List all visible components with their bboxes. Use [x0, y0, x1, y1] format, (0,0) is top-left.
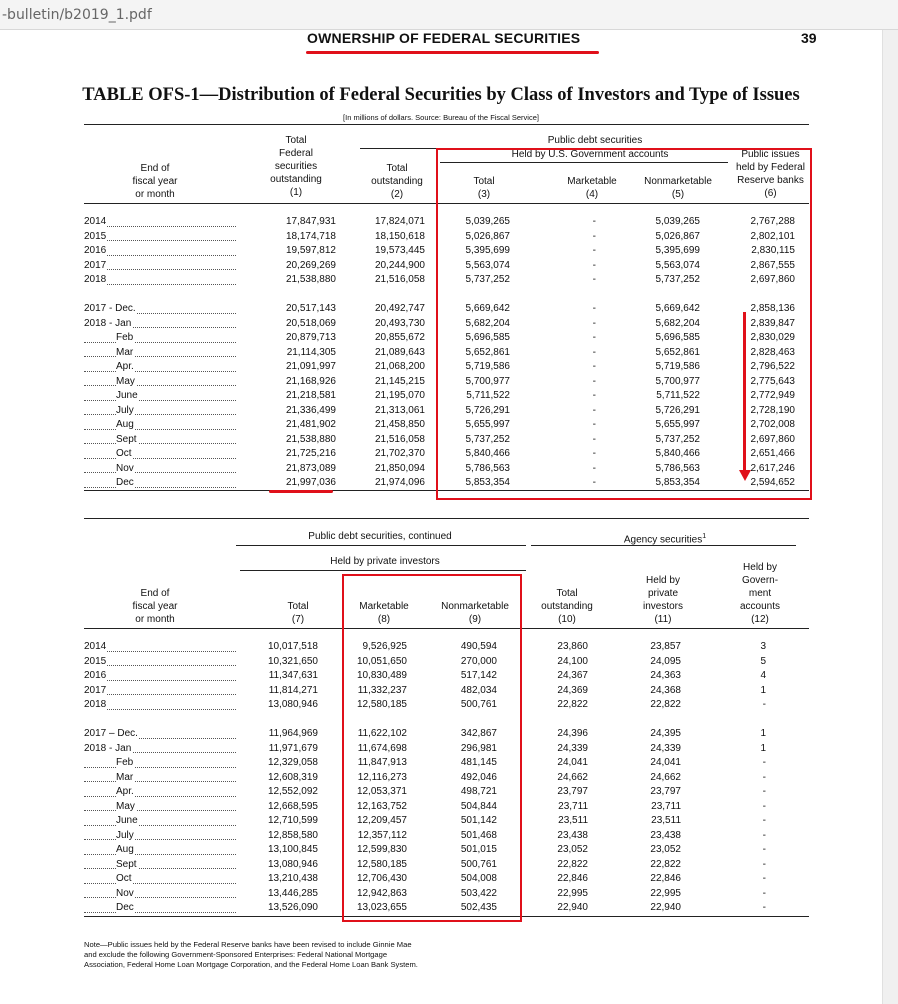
cell-c7: 10,017,518 [267, 641, 318, 652]
row-label: 2015 [84, 230, 236, 245]
cell-c3: 5,669,642 [465, 303, 510, 314]
cell-c12: 1 [760, 742, 766, 754]
cell-c6: 2,802,101 [750, 230, 795, 242]
cell-c7: 13,526,090 [267, 902, 318, 913]
cell-c1: 21,481,902 [285, 419, 336, 430]
cell-c2: 18,150,618 [374, 230, 425, 242]
cell-c12: - [762, 902, 766, 913]
cell-c5: 5,711,522 [656, 390, 700, 401]
cell-c10: 23,438 [557, 829, 588, 841]
cell-c4: - [592, 433, 596, 445]
col1-header: Total Federal securities outstanding (1) [270, 135, 322, 198]
col9-header: Nonmarketable (9) [441, 601, 509, 625]
cell-c9: 504,844 [460, 800, 497, 812]
col-end-header: End of fiscal year or month [132, 163, 178, 200]
cell-c3: 5,737,252 [465, 433, 510, 445]
cell-c12: - [762, 757, 766, 768]
cell-c11: 23,052 [650, 844, 681, 855]
annotation-box-top [436, 148, 812, 500]
cell-c9: 501,468 [460, 829, 497, 841]
cell-c4: - [592, 390, 596, 401]
row-label: 2014 [84, 215, 236, 230]
cell-c5: 5,652,861 [655, 346, 700, 358]
cell-c8: 12,163,752 [356, 800, 407, 812]
cell-c5: 5,840,466 [655, 448, 700, 459]
row-label: Mar [84, 346, 236, 361]
cell-c5: 5,719,586 [655, 361, 700, 372]
cell-c8: 10,051,650 [356, 655, 407, 667]
cell-c8: 12,599,830 [356, 844, 407, 855]
cell-c2: 20,492,747 [374, 303, 425, 314]
cell-c10: 22,995 [557, 887, 588, 899]
row-label: 2018 - Jan [84, 317, 236, 332]
cell-c9: 498,721 [460, 786, 497, 797]
cell-c8: 12,053,371 [356, 786, 407, 797]
row-label: Oct [84, 447, 236, 462]
cell-c6: 2,697,860 [750, 274, 795, 285]
cell-c4: - [592, 303, 596, 314]
bottom-subgroup-rule [240, 570, 526, 571]
cell-c3: 5,395,699 [465, 245, 510, 256]
cell-c3: 5,026,867 [465, 230, 510, 242]
cell-c5: 5,700,977 [655, 375, 700, 387]
bottom-subgroup-header: Held by private investors [330, 556, 440, 567]
cell-c2: 21,850,094 [374, 462, 425, 474]
cell-c7: 12,710,599 [267, 815, 318, 826]
cell-c11: 23,438 [650, 829, 681, 841]
cell-c8: 11,674,698 [357, 742, 407, 754]
col12-header: Held by Govern- ment accounts (12) [739, 562, 781, 625]
row-label: Sept [84, 433, 236, 448]
cell-c11: 22,846 [650, 873, 681, 884]
cell-c4: - [592, 332, 596, 343]
cell-c6: 2,867,555 [750, 259, 795, 271]
cell-c12: - [762, 844, 766, 855]
col4-header: Marketable (4) [567, 176, 617, 200]
row-label: Dec [84, 901, 236, 916]
row-label: Aug [84, 843, 236, 858]
cell-c9: 503,422 [460, 887, 497, 899]
cell-c7: 12,552,092 [267, 786, 318, 797]
cell-c11: 24,662 [650, 771, 681, 783]
cell-c10: 24,369 [557, 684, 588, 696]
cell-c7: 13,080,946 [267, 699, 318, 710]
cell-c11: 22,995 [650, 887, 681, 899]
cell-c6: 2,617,246 [750, 462, 795, 474]
cell-c12: - [762, 858, 766, 870]
cell-c6: 2,767,288 [750, 216, 795, 227]
cell-c9: 270,000 [460, 655, 497, 667]
browser-address-bar[interactable] [0, 0, 898, 30]
row-label: 2017 [84, 259, 236, 274]
cell-c4: - [592, 361, 596, 372]
row-label: 2016 [84, 669, 236, 684]
cell-c8: 12,580,185 [356, 858, 407, 870]
cell-c11: 23,857 [650, 641, 681, 652]
row-label: Apr. [84, 785, 236, 800]
col2-header: Total outstanding (2) [371, 163, 423, 200]
row-label: 2018 [84, 698, 236, 713]
cell-c11: 24,041 [650, 757, 681, 768]
row-label: June [84, 814, 236, 829]
cell-c5: 5,786,563 [655, 462, 700, 474]
cell-c12: - [762, 786, 766, 797]
cell-c2: 20,855,672 [374, 332, 425, 343]
cell-c1: 21,336,499 [285, 404, 336, 416]
cell-c8: 12,357,112 [357, 829, 407, 841]
cell-c7: 11,971,679 [268, 742, 318, 754]
cell-c10: 22,822 [557, 858, 588, 870]
cell-c10: 23,797 [557, 786, 588, 797]
cell-c3: 5,840,466 [465, 448, 510, 459]
cell-c2: 21,089,643 [374, 346, 425, 358]
cell-c5: 5,039,265 [655, 216, 700, 227]
cell-c3: 5,652,861 [465, 346, 510, 358]
cell-c9: 342,867 [460, 728, 497, 739]
cell-c8: 9,526,925 [362, 641, 407, 652]
table-top-rule [84, 124, 809, 125]
cell-c4: - [592, 419, 596, 430]
cell-c5: 5,726,291 [655, 404, 700, 416]
cell-c9: 490,594 [460, 641, 497, 652]
cell-c2: 21,313,061 [374, 404, 425, 416]
cell-c10: 23,052 [557, 844, 588, 855]
cell-c8: 10,830,489 [356, 670, 407, 681]
row-label: Nov [84, 462, 236, 477]
cell-c3: 5,700,977 [465, 375, 510, 387]
page-number: 39 [801, 30, 817, 46]
cell-c9: 500,761 [460, 858, 497, 870]
cell-c8: 12,942,863 [356, 887, 407, 899]
col8-header: Marketable (8) [359, 601, 409, 625]
cell-c11: 23,711 [651, 800, 681, 812]
cell-c3: 5,563,074 [465, 259, 510, 271]
top-subgroup-header: Held by U.S. Government accounts [511, 149, 669, 160]
cell-c2: 21,516,058 [374, 433, 425, 445]
pdf-page [0, 30, 882, 1004]
cell-c3: 5,711,522 [466, 390, 510, 401]
cell-c1: 20,518,069 [285, 317, 336, 329]
cell-c6: 2,728,190 [750, 404, 795, 416]
cell-c9: 502,435 [460, 902, 497, 913]
row-label: 2017 [84, 684, 236, 699]
bottom-col-end-header: End of fiscal year or month [132, 588, 178, 625]
table-title: TABLE OFS-1—Distribution of Federal Securities by Class of Investors and Type of Issues [82, 85, 800, 105]
cell-c4: - [592, 245, 596, 256]
row-label: 2017 – Dec. [84, 727, 236, 742]
row-label: Aug [84, 418, 236, 433]
cell-c5: 5,395,699 [655, 245, 700, 256]
cell-c1: 21,114,305 [286, 346, 336, 358]
cell-c4: - [592, 404, 596, 416]
cell-c6: 2,594,652 [750, 477, 795, 488]
cell-c11: 24,363 [650, 670, 681, 681]
cell-c4: - [592, 216, 596, 227]
annotation-arrow-shaft [743, 312, 746, 472]
cell-c2: 21,195,070 [374, 390, 425, 401]
cell-c11: 24,368 [650, 684, 681, 696]
annotation-underline-title [306, 51, 599, 54]
cell-c11: 24,339 [650, 742, 681, 754]
cell-c11: 23,511 [651, 815, 681, 826]
cell-c1: 21,538,880 [285, 433, 336, 445]
cell-c10: 22,940 [557, 902, 588, 913]
cell-c11: 23,797 [650, 786, 681, 797]
row-label: 2018 [84, 273, 236, 288]
cell-c10: 23,511 [558, 815, 588, 826]
cell-c8: 12,209,457 [356, 815, 407, 826]
cell-c3: 5,655,997 [465, 419, 510, 430]
cell-c9: 500,761 [460, 699, 497, 710]
cell-c7: 12,329,058 [267, 757, 318, 768]
cell-c4: - [592, 259, 596, 271]
cell-c1: 21,725,216 [285, 448, 336, 459]
cell-c8: 11,847,913 [357, 757, 407, 768]
cell-c6: 2,702,008 [750, 419, 795, 430]
cell-c1: 21,538,880 [285, 274, 336, 285]
cell-c5: 5,669,642 [655, 303, 700, 314]
cell-c11: 22,940 [650, 902, 681, 913]
cell-c12: - [762, 815, 766, 826]
cell-c6: 2,796,522 [750, 361, 795, 372]
annotation-box-bottom [342, 574, 522, 922]
col11-header: Held by private investors (11) [642, 575, 683, 625]
col10-header: Total outstanding (10) [541, 588, 593, 625]
vertical-scrollbar[interactable] [882, 30, 898, 1004]
table-footnote: Note—Public issues held by the Federal Reserve banks have been revised to include Ginnie Mae and exclude the following Government-Sponsored Enterprises: Federal National Mortgage Association, Federal Home Loan Mortgage Corporation, and the Federal Home Loan Bank System. [84, 940, 418, 969]
cell-c9: 517,142 [460, 670, 497, 681]
cell-c11: 24,395 [650, 728, 681, 739]
annotation-arrow-head [739, 470, 751, 481]
cell-c1: 20,517,143 [285, 303, 336, 314]
cell-c7: 11,347,631 [268, 670, 318, 681]
row-label: Oct [84, 872, 236, 887]
cell-c9: 482,034 [460, 684, 497, 696]
cell-c5: 5,682,204 [655, 317, 700, 329]
cell-c6: 2,775,643 [750, 375, 795, 387]
cell-c5: 5,655,997 [655, 419, 700, 430]
col7-header: Total (7) [287, 601, 309, 625]
cell-c3: 5,786,563 [465, 462, 510, 474]
cell-c3: 5,039,265 [465, 216, 510, 227]
cell-c10: 24,367 [557, 670, 588, 681]
cell-c8: 13,023,655 [356, 902, 407, 913]
cell-c2: 20,244,900 [374, 259, 425, 271]
cell-c11: 22,822 [650, 858, 681, 870]
row-label: Mar [84, 771, 236, 786]
cell-c6: 2,830,029 [750, 332, 795, 343]
cell-c5: 5,737,252 [655, 274, 700, 285]
cell-c4: - [592, 448, 596, 459]
cell-c8: 11,332,237 [357, 684, 407, 696]
bottom-group-rule [236, 545, 526, 546]
cell-c9: 296,981 [460, 742, 497, 754]
cell-c12: - [762, 800, 766, 812]
cell-c10: 24,396 [557, 728, 588, 739]
annotation-underline-total [269, 490, 333, 493]
cell-c5: 5,737,252 [655, 433, 700, 445]
row-label: May [84, 375, 236, 390]
agency-header: Agency securities$^1$ [623, 533, 707, 546]
cell-c12: - [762, 873, 766, 884]
row-label: Feb [84, 756, 236, 771]
cell-c2: 21,974,096 [374, 477, 425, 488]
cell-c3: 5,737,252 [465, 274, 510, 285]
cell-c4: - [592, 274, 596, 285]
cell-c1: 21,218,581 [285, 390, 336, 401]
cell-c10: 23,860 [557, 641, 588, 652]
cell-c11: 22,822 [650, 699, 681, 710]
cell-c1: 20,879,713 [285, 332, 336, 343]
cell-c2: 21,145,215 [374, 375, 425, 387]
cell-c3: 5,853,354 [465, 477, 510, 488]
row-label: 2015 [84, 655, 236, 670]
cell-c4: - [592, 462, 596, 474]
cell-c4: - [592, 317, 596, 329]
cell-c3: 5,719,586 [465, 361, 510, 372]
cell-c4: - [592, 346, 596, 358]
cell-c9: 501,142 [460, 815, 497, 826]
cell-c1: 19,597,812 [285, 245, 336, 256]
table-source: [In millions of dollars. Source: Bureau of the Fiscal Service] [343, 113, 539, 122]
cell-c7: 12,608,319 [267, 771, 318, 783]
cell-c9: 492,046 [460, 771, 497, 783]
cell-c7: 12,668,595 [267, 800, 318, 812]
cell-c9: 504,008 [460, 873, 497, 884]
row-label: 2018 - Jan [84, 742, 236, 757]
cell-c9: 501,015 [460, 844, 497, 855]
row-label: May [84, 800, 236, 815]
cell-c7: 10,321,650 [267, 655, 318, 667]
cell-c1: 21,997,036 [285, 477, 336, 488]
cell-c3: 5,726,291 [465, 404, 510, 416]
cell-c2: 21,702,370 [374, 448, 425, 459]
cell-c2: 21,458,850 [374, 419, 425, 430]
cell-c4: - [592, 477, 596, 488]
col6-header: Public issues held by Federal Reserve banks (6) [736, 149, 805, 199]
cell-c7: 13,100,845 [267, 844, 318, 855]
cell-c12: 5 [760, 655, 766, 667]
section-title: OWNERSHIP OF FEDERAL SECURITIES [307, 30, 581, 46]
cell-c10: 24,100 [557, 655, 588, 667]
cell-c10: 24,339 [557, 742, 588, 754]
cell-c1: 18,174,718 [285, 230, 336, 242]
col5-header: Nonmarketable (5) [644, 176, 712, 200]
cell-c5: 5,563,074 [655, 259, 700, 271]
cell-c2: 21,516,058 [374, 274, 425, 285]
url-text: -bulletin/b2019_1.pdf [2, 7, 152, 23]
cell-c12: - [762, 699, 766, 710]
cell-c12: 1 [760, 684, 766, 696]
cell-c12: - [762, 829, 766, 841]
cell-c6: 2,697,860 [750, 433, 795, 445]
bottom-group-header: Public debt securities, continued [308, 531, 452, 542]
cell-c6: 2,830,115 [751, 245, 795, 256]
cell-c7: 13,446,285 [267, 887, 318, 899]
row-label: Dec [84, 476, 236, 491]
row-label: 2017 - Dec. [84, 302, 236, 317]
row-label: Nov [84, 887, 236, 902]
cell-c7: 11,814,271 [268, 684, 318, 696]
cell-c12: - [762, 887, 766, 899]
cell-c7: 12,858,580 [267, 829, 318, 841]
cell-c12: 1 [760, 728, 766, 739]
cell-c8: 12,580,185 [356, 699, 407, 710]
cell-c1: 21,873,089 [285, 462, 336, 474]
cell-c12: - [762, 771, 766, 783]
cell-c10: 24,041 [557, 757, 588, 768]
row-label: Apr. [84, 360, 236, 375]
cell-c10: 23,711 [558, 800, 588, 812]
cell-c2: 20,493,730 [374, 317, 425, 329]
row-label: July [84, 829, 236, 844]
row-label: 2014 [84, 640, 236, 655]
cell-c1: 20,269,269 [285, 259, 336, 271]
cell-c7: 11,964,969 [268, 728, 318, 739]
cell-c7: 13,210,438 [267, 873, 318, 884]
cell-c2: 19,573,445 [374, 245, 425, 256]
cell-c8: 11,622,102 [357, 728, 407, 739]
cell-c12: 4 [760, 670, 766, 681]
cell-c7: 13,080,946 [267, 858, 318, 870]
cell-c9: 481,145 [460, 757, 497, 768]
cell-c2: 17,824,071 [374, 216, 425, 227]
row-label: 2016 [84, 244, 236, 259]
cell-c3: 5,696,585 [465, 332, 510, 343]
cell-c10: 22,846 [557, 873, 588, 884]
cell-c5: 5,026,867 [655, 230, 700, 242]
cell-c6: 2,772,949 [750, 390, 795, 401]
cell-c2: 21,068,200 [374, 361, 425, 372]
cell-c1: 21,168,926 [285, 375, 336, 387]
cell-c5: 5,853,354 [655, 477, 700, 488]
cell-c4: - [592, 230, 596, 242]
row-label: Sept [84, 858, 236, 873]
cell-c1: 21,091,997 [285, 361, 336, 372]
cell-c8: 12,706,430 [356, 873, 407, 884]
cell-c6: 2,828,463 [750, 346, 795, 358]
cell-c8: 12,116,273 [357, 771, 407, 783]
cell-c6: 2,651,466 [750, 448, 795, 459]
bottom-table-top-rule [84, 518, 809, 519]
cell-c4: - [592, 375, 596, 387]
cell-c6: 2,839,847 [750, 317, 795, 329]
cell-c3: 5,682,204 [465, 317, 510, 329]
cell-c1: 17,847,931 [285, 216, 336, 227]
agency-rule [531, 545, 796, 546]
cell-c10: 22,822 [557, 699, 588, 710]
top-group-header: Public debt securities [547, 135, 643, 146]
cell-c6: 2,858,136 [750, 303, 795, 314]
row-label: July [84, 404, 236, 419]
col3-header: Total (3) [473, 176, 495, 200]
cell-c11: 24,095 [650, 655, 681, 667]
cell-c5: 5,696,585 [655, 332, 700, 343]
cell-c10: 24,662 [557, 771, 588, 783]
row-label: Feb [84, 331, 236, 346]
cell-c12: 3 [760, 641, 766, 652]
row-label: June [84, 389, 236, 404]
